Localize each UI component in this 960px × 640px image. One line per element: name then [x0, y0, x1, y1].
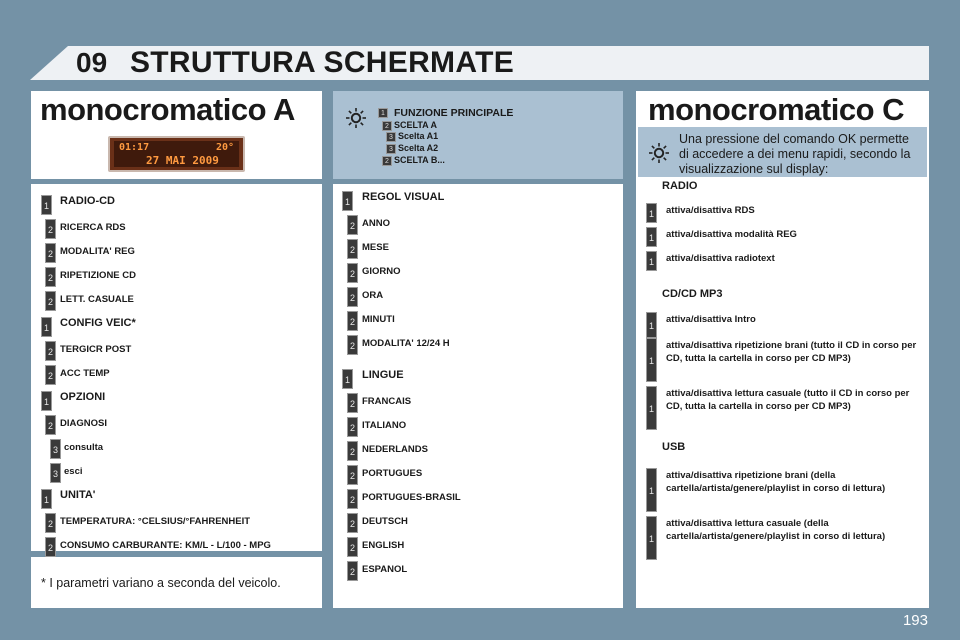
menu-item-label: RADIO-CD [60, 195, 115, 207]
footnote: * I parametri variano a seconda del veicolo. [41, 576, 281, 590]
level-badge: 2 [347, 239, 358, 259]
menu-item-label: TERGICR POST [60, 344, 132, 355]
settings-sun-icon [648, 142, 670, 164]
level-badge: 2 [347, 417, 358, 437]
settings-sun-icon [345, 107, 367, 129]
menu-item-label: attiva/disattiva lettura casuale (della cartella/artista/genere/playlist in corso di lettura) [666, 518, 886, 542]
menu-item-label: CONFIG VEIC* [60, 317, 136, 329]
menu-item-label: attiva/disattiva RDS [666, 205, 755, 216]
menu-item-label: attiva/disattiva modalità REG [666, 229, 797, 240]
level-badge: 1 [41, 195, 52, 215]
level-badge: 2 [45, 291, 56, 311]
level-badge: 1 [646, 468, 657, 512]
level-badge: 2 [45, 537, 56, 557]
level-badge: 2 [45, 243, 56, 263]
menu-item-label: MODALITA' REG [60, 246, 135, 257]
level-badge: 2 [347, 393, 358, 413]
level-badge: 2 [347, 489, 358, 509]
left-title: monocromatico A [40, 92, 295, 127]
level-badge: 1 [41, 317, 52, 337]
level-badge: 2 [382, 121, 392, 131]
menu-item-label: attiva/disattiva ripetizione brani (della cartella/artista/genere/playlist in corso di lettura) [666, 470, 886, 494]
section-heading: RADIO [662, 180, 698, 192]
level-badge: 1 [378, 108, 388, 118]
menu-item-label: NEDERLANDS [362, 444, 428, 455]
level-badge: 2 [45, 219, 56, 239]
level-badge: 2 [347, 537, 358, 557]
menu-item-label: CONSUMO CARBURANTE: KM/L - L/100 - MPG [60, 540, 271, 551]
legend-label: Scelta A2 [398, 143, 439, 153]
display-screen [108, 136, 245, 172]
menu-item-label: UNITA' [60, 489, 96, 501]
level-badge: 2 [45, 341, 56, 361]
menu-item-label: TEMPERATURA: °CELSIUS/°FAHRENHEIT [60, 516, 251, 527]
level-badge: 1 [646, 312, 657, 338]
menu-item-label: attiva/disattiva Intro [666, 314, 756, 325]
menu-item-label: consulta [64, 442, 104, 453]
level-badge: 1 [646, 338, 657, 382]
level-badge: 2 [45, 365, 56, 385]
level-badge: 2 [347, 287, 358, 307]
level-badge: 1 [646, 227, 657, 247]
menu-item-label: REGOL VISUAL [362, 191, 445, 203]
level-badge: 1 [646, 251, 657, 271]
level-badge: 2 [347, 311, 358, 331]
menu-item-label: esci [64, 466, 83, 477]
right-note: Una pressione del comando OK permette di accedere a dei menu rapidi, secondo la visualizzazione sul display: [679, 132, 911, 176]
menu-item-label: MESE [362, 242, 389, 253]
level-badge: 3 [50, 463, 61, 483]
right-title: monocromatico C [648, 92, 905, 127]
menu-item-label: attiva/disattiva radiotext [666, 253, 775, 264]
level-badge: 3 [386, 144, 396, 154]
menu-item-label: ACC TEMP [60, 368, 110, 379]
page-number: 193 [902, 612, 928, 629]
legend-panel [333, 91, 623, 179]
level-badge: 2 [347, 263, 358, 283]
level-badge: 1 [342, 369, 353, 389]
menu-item-label: ENGLISH [362, 540, 405, 551]
display-date: 27 MAI 2009 [146, 154, 219, 167]
level-badge: 2 [347, 441, 358, 461]
menu-item-label: LETT. CASUALE [60, 294, 134, 305]
level-badge: 1 [41, 391, 52, 411]
menu-item-label: OPZIONI [60, 391, 106, 403]
level-badge: 1 [342, 191, 353, 211]
chapter-number: 09 [76, 47, 108, 78]
legend-label: SCELTA B... [394, 155, 445, 165]
section-heading: CD/CD MP3 [662, 288, 723, 300]
menu-item-label: LINGUE [362, 369, 404, 381]
menu-item-label: ORA [362, 290, 384, 301]
legend-label: FUNZIONE PRINCIPALE [394, 107, 514, 119]
menu-item-label: PORTUGUES [362, 468, 423, 479]
menu-item-label: MODALITA' 12/24 H [362, 338, 450, 349]
level-badge: 2 [45, 513, 56, 533]
level-badge: 2 [347, 465, 358, 485]
display-time: 01:17 [119, 142, 150, 153]
menu-item-label: ITALIANO [362, 420, 407, 431]
display-temp: 20° [216, 142, 235, 153]
level-badge: 1 [646, 203, 657, 223]
page-title: STRUTTURA SCHERMATE [130, 46, 515, 79]
menu-item-label: FRANCAIS [362, 396, 412, 407]
level-badge: 1 [646, 516, 657, 560]
level-badge: 2 [45, 267, 56, 287]
level-badge: 3 [386, 132, 396, 142]
section-heading: USB [662, 441, 686, 453]
legend-label: Scelta A1 [398, 131, 439, 141]
level-badge: 2 [347, 335, 358, 355]
level-badge: 2 [45, 415, 56, 435]
menu-item-label: attiva/disattiva lettura casuale (tutto il CD in corso per CD, tutta la cartella in corso per CD MP3) [666, 388, 910, 412]
menu-item-label: ESPANOL [362, 564, 408, 575]
menu-item-label: ANNO [362, 218, 390, 229]
level-badge: 3 [50, 439, 61, 459]
menu-item-label: DIAGNOSI [60, 418, 107, 429]
level-badge: 2 [347, 215, 358, 235]
level-badge: 1 [646, 386, 657, 430]
level-badge: 1 [41, 489, 52, 509]
menu-item-label: RIPETIZIONE CD [60, 270, 137, 281]
menu-item-label: DEUTSCH [362, 516, 408, 527]
menu-item-label: MINUTI [362, 314, 395, 325]
level-badge: 2 [347, 513, 358, 533]
level-badge: 2 [382, 156, 392, 166]
menu-item-label: RICERCA RDS [60, 222, 126, 233]
legend-label: SCELTA A [394, 120, 437, 130]
menu-item-label: PORTUGUES-BRASIL [362, 492, 461, 503]
menu-item-label: attiva/disattiva ripetizione brani (tutto il CD in corso per CD, tutta la cartella in corso per CD MP3) [666, 340, 917, 364]
menu-item-label: GIORNO [362, 266, 401, 277]
level-badge: 2 [347, 561, 358, 581]
